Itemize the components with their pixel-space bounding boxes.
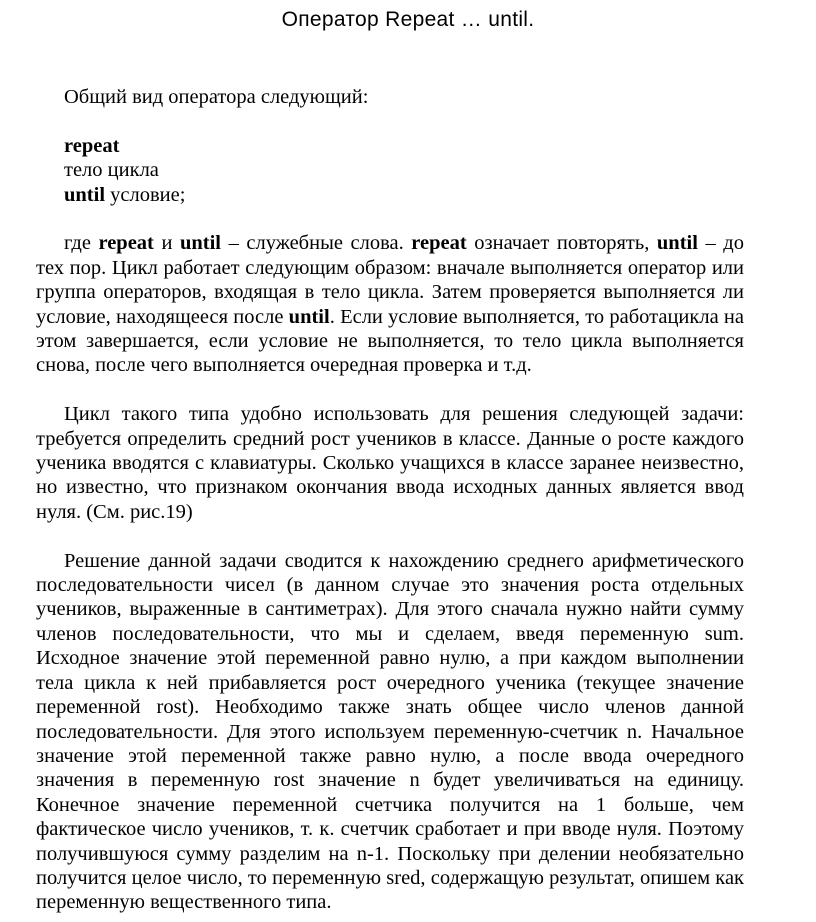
keyword-until: until: [179, 232, 222, 255]
text-run: где: [64, 232, 99, 255]
spacer: [36, 207, 744, 231]
text-run: – до тех пор. Цикл работает следующим образом: вначале выполняется оператор или группа операторов, входящая в тело цикла. Затем проверяется выполняется ли условие, находящееся после: [36, 232, 744, 328]
keyword-repeat: repeat: [411, 232, 467, 255]
paragraph-explanation: [36, 231, 744, 377]
keyword-until: until: [64, 183, 106, 206]
spacer: [36, 109, 744, 133]
spacer: [36, 378, 744, 402]
syntax-condition: условие;: [105, 183, 186, 206]
keyword-until: until: [656, 232, 698, 255]
keyword-repeat: repeat: [98, 232, 154, 255]
text-run: означает повторять,: [466, 232, 657, 255]
spacer: [36, 524, 744, 548]
document-body: [36, 85, 744, 915]
paragraph-task: Цикл такого типа удобно использовать для решения следующей задачи: требуется определить средний рост учеников в классе. Данные о росте каждого ученика вводятся с клавиатуры. Сколько учащихся в классе заранее неизвестно, но известно, что признаком окончания ввода исходных данных является ввод нуля. (См. рис.19): [36, 403, 744, 523]
syntax-body-line: тело цикла: [64, 159, 159, 182]
text-run: . Если условие выполняется, то работацикла на этом завершается, если условие не выполняется, то тело цикла выполняется снова, после чего выполняется очередная проверка и т.д.: [36, 305, 744, 377]
paragraph-solution: Решение данной задачи сводится к нахождению среднего арифметического последовательности чисел (в данном случае это значения роста отдельных учеников, выраженные в сантиметрах). Для этого сначала нужно найти сумму членов последовательности, что мы и сделаем, введя переменную sum. Исходное значение этой переменной равно нулю, а при каждом выполнении тела цикла к ней прибавляется рост очередного ученика (текущее значение переменной rost). Необходимо также знать общее число членов данной последовательности. Для этого используем переменную-счетчик n. Начальное значение этой переменной также равно нулю, а после ввода очередного значения в переменную rost значение n будет увеличиваться на единицу. Конечное значение переменной счетчика получится на 1 больше, чем фактическое число учеников, т. к. счетчик сработает и при вводе нуля. Поэтому получившуюся сумму разделим на n-1. Поскольку при делении необязательно получится целое число, то переменную sred, содержащую результат, опишем как переменную вещественного типа.: [36, 549, 744, 914]
page-title: Оператор Repeat … until.: [281, 8, 535, 31]
text-run: и: [153, 232, 180, 255]
keyword-until: until: [288, 305, 330, 328]
intro-text: Общий вид оператора следующий:: [64, 86, 369, 108]
syntax-until-line: [36, 183, 744, 207]
keyword-repeat: repeat: [64, 134, 120, 157]
syntax-repeat-line: [36, 134, 744, 158]
text-run: – служебные слова.: [221, 232, 412, 255]
